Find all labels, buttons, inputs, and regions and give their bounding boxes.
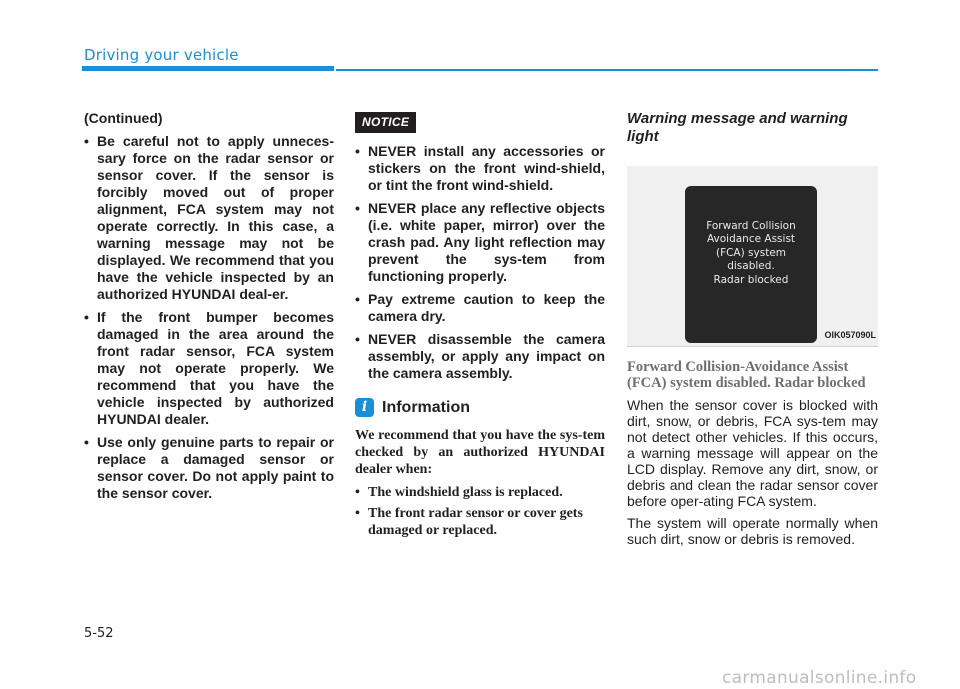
header-rule-thick [82,66,334,71]
lcd-line: Radar blocked [713,273,789,286]
list-item: • Use only genuine parts to repair or replace a damaged sensor or sensor cover. Do not apply paint to the sensor cover. [84,434,334,502]
information-heading [355,398,605,417]
list-item: • NEVER place any reflective objects (i.e. white paper, mirror) over the crash pad. Any light reflection may prevent the sys-tem from functioning properly. [355,200,605,285]
list-item: • Pay extreme caution to keep the camera dry. [355,291,605,325]
list-item: • The front radar sensor or cover gets damaged or replaced. [355,505,605,539]
section-title: Warning message and warning light [627,110,848,145]
list-item: • The windshield glass is replaced. [355,484,605,501]
lcd-display [685,186,817,343]
section-header: Driving your vehicle [84,46,239,64]
column-2 [355,110,605,543]
figure-caption: Forward Collision-Avoidance Assist (FCA) system disabled. Radar blocked [627,359,866,391]
information-text: We recommend that you have the sys-tem checked by an authorized HYUNDAI dealer when: [355,428,605,477]
lcd-line: (FCA) system [715,246,787,259]
lcd-line: Avoidance Assist [706,233,796,246]
watermark: carmanualsonline.info [722,668,917,688]
list-item: • NEVER install any accessories or stickers on the front wind-shield, or tint the front wind-shield. [355,143,605,194]
list-item: • NEVER disassemble the camera assembly, or apply any impact on the camera assembly. [355,331,605,382]
figure-code: OIK057090L [824,330,876,340]
lcd-figure [627,166,878,347]
notice-list [355,143,605,382]
header-rule-thin [336,69,878,71]
continued-label: (Continued) [84,110,163,126]
notice-badge: NOTICE [355,112,416,133]
body-paragraph: When the sensor cover is blocked with dirt, snow, or debris, FCA sys-tem may not detect other vehicles. If this occurs, a warning message will appear on the LCD display. Remove any dirt, snow, or debris and clean the radar sensor cover before oper-ating FCA system. [627,397,878,509]
column-3 [627,110,878,553]
caution-list [84,133,334,502]
body-paragraph: The system will operate normally when such dirt, snow or debris is removed. [627,515,878,547]
lcd-line: disabled. [727,260,775,273]
info-icon: i [355,398,374,417]
list-item: • Be careful not to apply unneces-sary force on the radar sensor or sensor cover. If the sensor is forcibly moved out of proper alignment, FCA system may not operate correctly. In this case, a warning message may not be displayed. We recommend that you have the vehicle inspected by an authorized HYUNDAI deal-er. [84,133,334,303]
page-number: 5-52 [84,626,114,641]
information-list [355,484,605,539]
information-title: Information [382,399,470,416]
list-item: • If the front bumper becomes damaged in the area around the front radar sensor, FCA system may not operate properly. We recommend that you have the vehicle inspected by authorized HYUNDAI dealer. [84,309,334,428]
column-1 [84,110,334,508]
lcd-line: Forward Collision [706,219,796,232]
lcd-message [706,220,796,288]
